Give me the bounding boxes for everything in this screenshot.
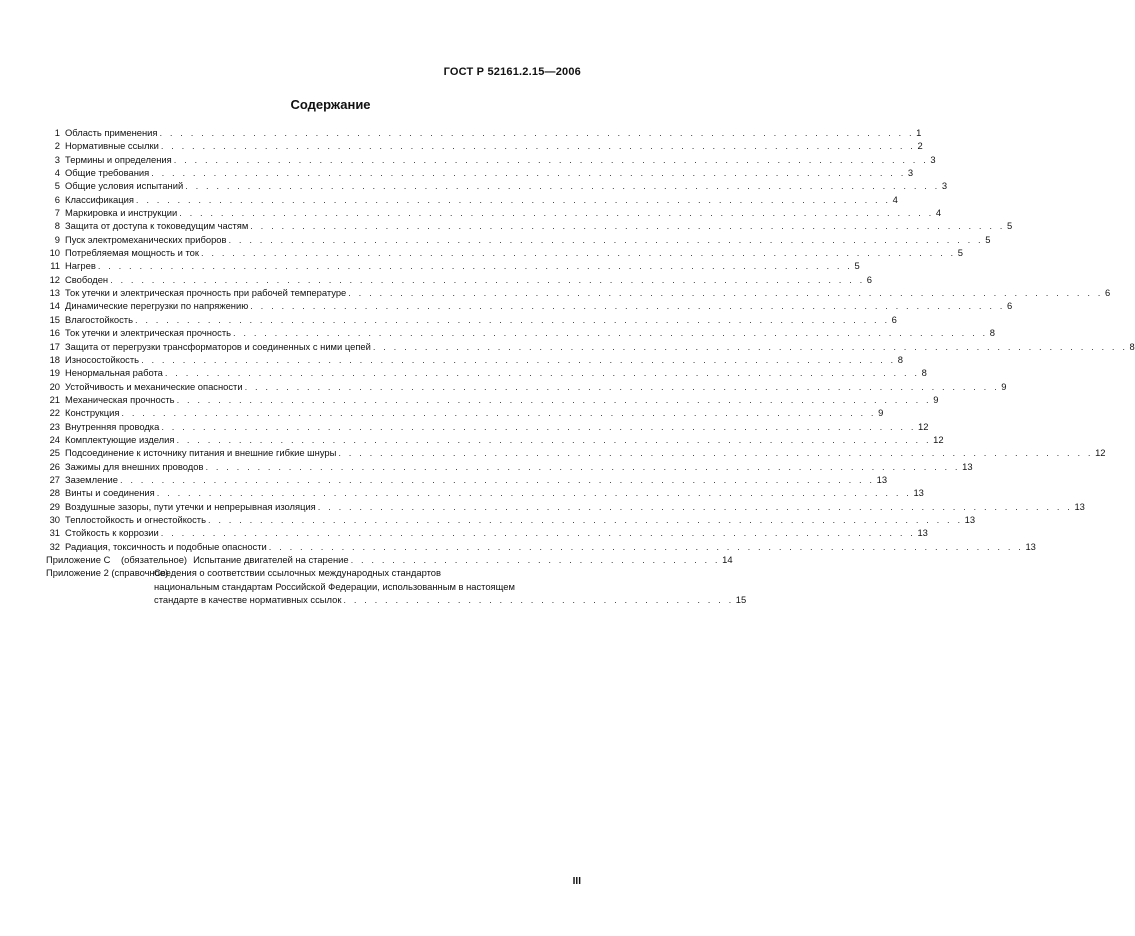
toc-entry-title: Заземление	[65, 473, 118, 485]
toc-entry-page: 3	[941, 180, 948, 192]
toc-entry-title: Стойкость к коррозии	[65, 527, 159, 539]
toc-entry-title: Радиация, токсичность и подобные опасности	[65, 540, 267, 552]
toc-entry-page: 1	[916, 127, 922, 138]
toc-entry-number: 7	[54, 207, 60, 219]
toc-entry[interactable]	[46, 380, 1007, 393]
toc-entry[interactable]	[46, 286, 1111, 299]
leader-dots: . . . . . . . . . . . . . . . . . . . . . . . . . . . . . . . . . . . . . . . . . . . . . . . . . . . . . . . . . . . . . . . . . . . . . . . . .	[151, 167, 906, 179]
leader-dots: . . . . . . . . . . . . . . . . . . . . . . . . . . . . . . . . . . . . . . . . . . . . . . . . . . . . . . . . . . . . . . . . . . . . . . . . .	[173, 153, 929, 165]
toc-entry[interactable]	[46, 259, 860, 272]
toc-entry-title: Нормативные ссылки	[65, 140, 159, 152]
toc-entry[interactable]	[46, 473, 888, 486]
toc-entry-title: Потребляемая мощность и ток	[65, 247, 199, 259]
toc-entry[interactable]	[46, 299, 1013, 312]
toc-entry-page: 9	[878, 407, 884, 419]
toc-entry-number: 3	[54, 153, 60, 165]
toc-entry-page: 12	[933, 433, 944, 445]
toc-entry[interactable]	[46, 500, 1085, 513]
toc-entry-title: Конструкция	[65, 407, 120, 419]
toc-entry[interactable]	[46, 233, 991, 246]
toc-entry-page: 9	[1001, 380, 1007, 392]
toc-entry-number: 6	[54, 193, 60, 205]
leader-dots: . . . . . . . . . . . . . . . . . . . . . . . . . . . . . . . . . . . . . . . . . . . . . . . . . . . . . . . . . . . . . . . . . . . . . . . . .	[110, 273, 865, 285]
toc-entry[interactable]	[46, 393, 939, 406]
toc-entry-number: 30	[49, 513, 60, 525]
annex-title-line: национальным стандартам Российской Федерации, использованным в настоящем	[154, 580, 515, 592]
toc-annex-c[interactable]	[46, 553, 733, 566]
leader-dots: . . . . . . . . . . . . . . . . . . . . . . . . . . . . . . . . . . . . . . . . . . . . . . . . . . . . . . . . . . . . . . . . . . . . . . . . .	[141, 353, 896, 365]
leader-dots: . . . . . . . . . . . . . . . . . . . . . . . . . . . . . . . . . . . . . . . . . . . . . . . . . . . . . . . . . . . . . . . . . . . . . . . . .	[119, 473, 875, 485]
leader-dots: . . . . . . . . . . . . . . . . . . . . . . . . . . . . . . . . . . . . . . . . . . . . . . . . . . . . . . . . . . . . . . . . . . . . . . . . .	[233, 327, 988, 339]
annex-prefix: Приложение 2	[46, 567, 109, 579]
toc-entry-number: 1	[54, 127, 60, 138]
leader-dots: . . . . . . . . . . . . . . . . . . . . . . . . . . . . . . . . . . . . . . . . . . . . . . . . . . . . . . . . . . . . . . . . . . . . . . . . .	[156, 487, 912, 499]
annex-type: (справочное)	[111, 567, 169, 579]
toc-entry[interactable]	[46, 353, 903, 366]
toc-entry[interactable]	[46, 366, 927, 379]
toc-entry-page: 13	[913, 487, 924, 499]
toc-entry-number: 28	[49, 487, 60, 499]
toc-entry-page: 6	[1006, 300, 1013, 312]
toc-entry-number: 12	[49, 273, 60, 285]
leader-dots: . . . . . . . . . . . . . . . . . . . . . . . . . . . . . . . . . . . . . . . . . . . . . . . . . . . . . . . . . . . . . . . . . . . . . . . . .	[201, 247, 956, 259]
toc-entry-number: 23	[49, 420, 60, 432]
toc-entry-page: 6	[1104, 287, 1111, 299]
leader-dots: . . . . . . . . . . . . . . . . . . . . . . . . . . . . . . . . . . . . . . . . . . . . . . . . . . . . . . . . . . . . . . . . . . . . . . . . .	[205, 460, 961, 472]
toc-entry-title: Термины и определения	[65, 153, 172, 165]
toc-entry[interactable]	[46, 193, 898, 206]
toc-entry-title: Общие условия испытаний	[65, 180, 184, 192]
leader-dots: . . . . . . . . . . . . . . . . . . . . . . . . . . . . . . . . . . . . . . . . . . . . . . . . . . . . . . . . . . . . . . . . . . . . . . . . .	[159, 127, 915, 138]
toc-entry-page: 5	[985, 233, 991, 245]
toc-entry-number: 9	[54, 233, 60, 245]
toc-entry-title: Свободен	[65, 273, 109, 285]
toc-entry[interactable]	[46, 179, 948, 192]
toc-entry-number: 2	[54, 140, 60, 152]
leader-dots: . . . . . . . . . . . . . . . . . . . . . . . . . . . . . . . . . . . . . . . . . . . . . . . . . . . . . . . . . . . . . . . . . . . . . . . . .	[244, 380, 1000, 392]
toc-entry[interactable]	[46, 446, 1106, 459]
toc-entry-number: 20	[49, 380, 60, 392]
toc-entry[interactable]	[46, 153, 936, 166]
toc-entry-title: Винты и соединения	[65, 487, 155, 499]
toc-entry-page: 4	[935, 207, 942, 219]
leader-dots: . . . . . . . . . . . . . . . . . . . . . . . . . . . . . . . . . . . . . . . . . . . . . . . . . . . . . . . . . . . . . . . . . . . . . . . . .	[176, 433, 932, 445]
toc-entry[interactable]	[46, 340, 1135, 353]
annex-page: 15	[735, 594, 747, 606]
toc-entry-page: 6	[866, 273, 873, 285]
toc-entry-page: 5	[854, 260, 860, 272]
leader-dots: . . . . . . . . . . . . . . . . . . . . . . . . . . . . . . . . . . . . . . . . . . . . . . . . . . . . . . . . . . . . . . . . . . . . . . . . .	[164, 367, 920, 379]
toc-entry[interactable]	[46, 513, 976, 526]
toc-entry[interactable]	[46, 486, 924, 499]
toc-entry-number: 25	[49, 447, 60, 459]
toc-entry-title: Область применения	[65, 127, 158, 138]
toc-entry-number: 31	[49, 527, 60, 539]
leader-dots: . . . . . . . . . . . . . . . . . . . . . . . . . . . . . . . . . . . . . . . . . . . . . . . . . . . . . . . . . . . . . . . . . . . . . . . . .	[207, 513, 963, 525]
toc-entry-number: 11	[50, 260, 60, 272]
toc-entry[interactable]	[46, 166, 914, 179]
toc-entry-number: 32	[49, 540, 60, 552]
toc-entry-number: 10	[49, 247, 60, 259]
toc-entry-page: 8	[921, 367, 927, 379]
toc-entry-title: Зажимы для внешних проводов	[65, 460, 204, 472]
leader-dots: . . . . . . . . . . . . . . . . . . . . . . . . . . . . . . . . . . . .	[350, 554, 721, 565]
leader-dots: . . . . . . . . . . . . . . . . . . . . . . . . . . . . . . . . . . . . . . . . . . . . . . . . . . . . . . . . . . . . . . . . . . . . . . . . .	[250, 220, 1005, 232]
toc-entry-page: 2	[917, 140, 923, 152]
annex-title: Испытание двигателей на старение	[193, 554, 349, 565]
toc-entry-title: Подсоединение к источнику питания и внешние гибкие шнуры	[65, 447, 337, 459]
page-title: Содержание	[290, 97, 371, 112]
toc-entry-title: Защита от доступа к токоведущим частям	[65, 220, 249, 232]
table-of-contents	[46, 126, 1135, 606]
toc-entry-title: Воздушные зазоры, пути утечки и непрерывная изоляция	[65, 500, 316, 512]
toc-entry[interactable]	[46, 219, 1013, 232]
toc-entry-number: 5	[54, 180, 60, 192]
toc-entry-title: Ток утечки и электрическая прочность при рабочей температуре	[65, 287, 347, 299]
toc-entry[interactable]	[46, 126, 922, 139]
toc-entry[interactable]	[46, 139, 923, 152]
leader-dots: . . . . . . . . . . . . . . . . . . . . . . . . . . . . . . . . . . . . . . . . . . . . . . . . . . . . . . . . . . . . . . . . . . . . . . . . .	[135, 193, 891, 205]
toc-entry-number: 16	[49, 327, 60, 339]
leader-dots: . . . . . . . . . . . . . . . . . . . . . . . . . . . . . . . . . . . . . . . . . . . . . . . . . . . . . . . . . . . . . . . . . . . . . . . . .	[338, 447, 1094, 459]
annex-title-line: стандарте в качестве нормативных ссылок	[154, 594, 342, 606]
toc-entry-page: 9	[933, 393, 939, 405]
toc-entry-page: 5	[957, 247, 963, 259]
toc-entry-page: 8	[897, 353, 903, 365]
document-code: ГОСТ Р 52161.2.15—2006	[443, 66, 581, 78]
toc-annex-2[interactable]	[46, 566, 747, 606]
toc-entry-number: 13	[49, 287, 60, 299]
toc-entry[interactable]	[46, 526, 928, 539]
leader-dots: . . . . . . . . . . . . . . . . . . . . . . . . . . . . . . . . . . . . . . . . . . . . . . . . . . . . . . . . . . . . . . . . . . . . . . . . .	[348, 287, 1103, 299]
leader-dots: . . . . . . . . . . . . . . . . . . . . . . . . . . . . . . . . . . . . . . . . . . . . . . . . . . . . . . . . . . . . . . . . . . . . . . . . .	[372, 340, 1128, 352]
toc-entry-page: 13	[1074, 500, 1085, 512]
toc-entry-page: 13	[876, 473, 888, 485]
toc-entry-number: 26	[49, 460, 60, 472]
toc-entry-number: 19	[49, 367, 60, 379]
toc-entry-title: Влагостойкость	[65, 313, 133, 325]
toc-entry[interactable]	[46, 406, 884, 419]
toc-entry-title: Механическая прочность	[65, 393, 175, 405]
toc-entry-title: Устойчивость и механические опасности	[65, 380, 243, 392]
toc-entry-title: Ненормальная работа	[65, 367, 163, 379]
toc-entry-page: 13	[1025, 540, 1036, 552]
toc-entry-title: Классификация	[65, 193, 134, 205]
toc-entry-number: 4	[54, 167, 60, 179]
toc-entry-page: 13	[917, 527, 928, 539]
toc-entry-title: Внутренняя проводка	[65, 420, 160, 432]
toc-entry-number: 18	[49, 353, 60, 365]
toc-entry[interactable]	[46, 433, 944, 446]
toc-entry-title: Динамические перегрузки по напряжению	[65, 300, 249, 312]
leader-dots: . . . . . . . . . . . . . . . . . . . . . . . . . . . . . . . . . . . . . . . . . . . . . . . . . . . . . . . . . . . . . . . . . . . . . . . . .	[160, 140, 916, 152]
toc-entry-page: 6	[891, 313, 897, 325]
toc-entry-number: 22	[49, 407, 60, 419]
toc-entry-page: 3	[930, 153, 936, 165]
leader-dots: . . . . . . . . . . . . . . . . . . . . . . . . . . . . . . . . . . . . . . . . . . . . . . . . . . . . . . . . . . . . . . . . . . . . . . . . .	[317, 500, 1073, 512]
leader-dots: . . . . . . . . . . . . . . . . . . . . . . . . . . . . . . . . . . . . . . . . . . . . . . . . . . . . . . . . . . . . . . . . . . . . . . . . .	[179, 207, 934, 219]
toc-entry-title: Общие требования	[65, 167, 150, 179]
toc-entry-number: 27	[49, 473, 60, 485]
toc-entry-number: 17	[49, 340, 60, 352]
toc-entry-title: Маркировка и инструкции	[65, 207, 178, 219]
annex-page: 14	[722, 554, 733, 565]
toc-entry-page: 5	[1006, 220, 1013, 232]
annex-label	[46, 566, 169, 606]
toc-entry-number: 24	[49, 433, 60, 445]
leader-dots: . . . . . . . . . . . . . . . . . . . . . . . . . . . . . . . . . . . . . . . . . . . . . . . . . . . . . . . . . . . . . . . . . . . . . . . . .	[121, 407, 877, 419]
leader-dots: . . . . . . . . . . . . . . . . . . . . . . . . . . . . . . . . . . . . . . . . . . . . . . . . . . . . . . . . . . . . . . . . . . . . . . . . .	[134, 313, 890, 325]
toc-entry-title: Ток утечки и электрическая прочность	[65, 327, 232, 339]
toc-entry-number: 8	[54, 220, 60, 232]
toc-entry-title: Нагрев	[65, 260, 96, 272]
toc-entry[interactable]	[46, 326, 995, 339]
toc-entry[interactable]	[46, 460, 973, 473]
toc-entry-page: 8	[989, 327, 995, 339]
toc-entry[interactable]	[46, 313, 897, 326]
leader-dots: . . . . . . . . . . . . . . . . . . . . . . . . . . . . . . . . . . . . . . . . . . . . . . . . . . . . . . . . . . . . . . . . . . . . . . . . .	[185, 180, 940, 192]
toc-entry[interactable]	[46, 206, 942, 219]
leader-dots: . . . . . . . . . . . . . . . . . . . . . . . . . . . . . . . . . . . . . .	[343, 594, 734, 606]
toc-entry-page: 12	[1095, 447, 1106, 459]
toc-entry-page: 13	[962, 460, 973, 472]
annex-title-line: Сведения о соответствии ссылочных международных стандартов	[154, 567, 441, 579]
leader-dots: . . . . . . . . . . . . . . . . . . . . . . . . . . . . . . . . . . . . . . . . . . . . . . . . . . . . . . . . . . . . . . . . . . . . . . . . .	[160, 527, 916, 539]
toc-entry-number: 21	[49, 393, 60, 405]
toc-entry-title: Износостойкость	[65, 353, 140, 365]
toc-entry-title: Пуск электромеханических приборов	[65, 233, 227, 245]
page-number: III	[572, 876, 581, 887]
toc-entry-page: 13	[964, 513, 976, 525]
toc-entry[interactable]	[46, 273, 873, 286]
toc-entry[interactable]	[46, 246, 963, 259]
toc-entry-page: 12	[918, 420, 929, 432]
leader-dots: . . . . . . . . . . . . . . . . . . . . . . . . . . . . . . . . . . . . . . . . . . . . . . . . . . . . . . . . . . . . . . . . . . . . . . . . .	[97, 260, 853, 272]
toc-entry-title: Комплектующие изделия	[65, 433, 175, 445]
toc-entry-title: Защита от перегрузки трансформаторов и соединенных с ними цепей	[65, 340, 371, 352]
toc-entry[interactable]	[46, 420, 929, 433]
toc-entry-number: 29	[49, 500, 60, 512]
toc-entry-title: Теплостойкость и огнестойкость	[65, 513, 206, 525]
leader-dots: . . . . . . . . . . . . . . . . . . . . . . . . . . . . . . . . . . . . . . . . . . . . . . . . . . . . . . . . . . . . . . . . . . . . . . . . .	[228, 233, 984, 245]
toc-entry-page: 3	[907, 167, 914, 179]
annex-prefix: Приложение С	[46, 554, 111, 565]
annex-type: (обязательное)	[121, 554, 188, 565]
leader-dots: . . . . . . . . . . . . . . . . . . . . . . . . . . . . . . . . . . . . . . . . . . . . . . . . . . . . . . . . . . . . . . . . . . . . . . . . .	[176, 393, 932, 405]
leader-dots: . . . . . . . . . . . . . . . . . . . . . . . . . . . . . . . . . . . . . . . . . . . . . . . . . . . . . . . . . . . . . . . . . . . . . . . . .	[161, 420, 917, 432]
toc-entry-number: 15	[49, 313, 60, 325]
leader-dots: . . . . . . . . . . . . . . . . . . . . . . . . . . . . . . . . . . . . . . . . . . . . . . . . . . . . . . . . . . . . . . . . . . . . . . . . .	[268, 540, 1024, 552]
toc-entry-number: 14	[49, 300, 60, 312]
leader-dots: . . . . . . . . . . . . . . . . . . . . . . . . . . . . . . . . . . . . . . . . . . . . . . . . . . . . . . . . . . . . . . . . . . . . . . . . .	[250, 300, 1005, 312]
toc-entry-page: 4	[892, 193, 898, 205]
toc-entry[interactable]	[46, 540, 1036, 553]
toc-entry-page: 8	[1129, 340, 1135, 352]
